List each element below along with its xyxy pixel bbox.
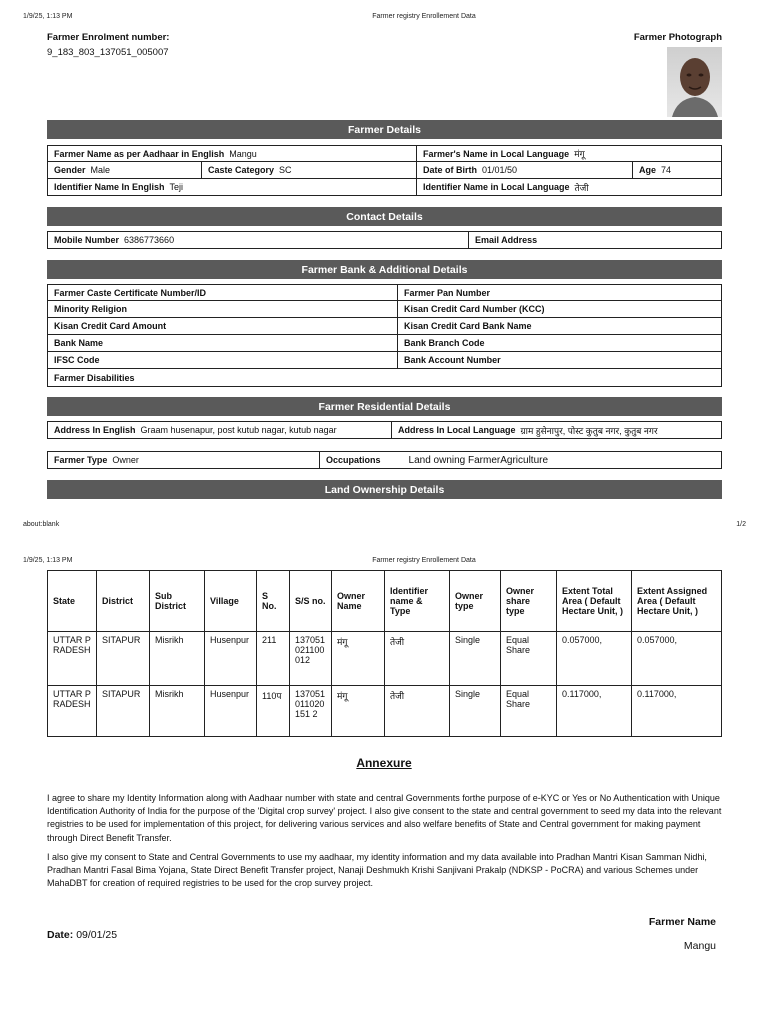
identifier-row bbox=[47, 179, 722, 196]
bank-row-2 bbox=[47, 301, 722, 318]
identifier-name-local: तेजी bbox=[574, 182, 589, 193]
column-header: S No. bbox=[257, 571, 290, 632]
column-header: S/S no. bbox=[290, 571, 332, 632]
field-label: Gender bbox=[54, 165, 86, 175]
field-label: Mobile Number bbox=[54, 235, 120, 245]
gender-value: Male bbox=[90, 165, 111, 175]
enrolment-label: Farmer Enrolment number: bbox=[47, 32, 170, 43]
account-number-label: Bank Account Number bbox=[404, 355, 501, 365]
field-label: Age bbox=[639, 165, 657, 175]
bank-row-4 bbox=[47, 335, 722, 352]
mobile-number: 6386773660 bbox=[124, 235, 175, 245]
consent-paragraph-1: I agree to share my Identity Information along with Aadhaar number with state and central Governments forthe purpose of e-KYC or Yes or No Authentication with Unique Identification Authority of India for the purpose of the 'Digital crop survey' project. I also give consent to the state and central government to seed my data into the relevant registries to be used for implementation of this project, for delivering various services and also welfare benefits of State and Central government for making payment through Direct Benefit Transfer. bbox=[47, 793, 722, 843]
annexure-title: Annexure bbox=[356, 756, 412, 770]
owner-name-cell: मंगू bbox=[332, 632, 385, 686]
date-line bbox=[47, 929, 117, 941]
owner-type-cell: Single bbox=[450, 686, 501, 737]
column-header: Sub District bbox=[150, 571, 205, 632]
address-row bbox=[47, 421, 722, 439]
print-datetime: 1/9/25, 1:13 PM bbox=[23, 557, 73, 564]
date-value: 09/01/25 bbox=[76, 929, 118, 941]
email-label: Email Address bbox=[475, 235, 538, 245]
farmer-type-row bbox=[47, 451, 722, 469]
land-ownership-table bbox=[47, 570, 722, 737]
table-row bbox=[48, 686, 722, 737]
sub-survey-number-cell: 137051011020151 2 bbox=[290, 686, 332, 737]
field-label: Address In English bbox=[54, 425, 136, 435]
column-header: Village bbox=[205, 571, 257, 632]
field-label: Farmer Type bbox=[54, 455, 108, 465]
ifsc-label: IFSC Code bbox=[54, 355, 100, 365]
kcc-amount-label: Kisan Credit Card Amount bbox=[54, 321, 167, 331]
bank-row-3 bbox=[47, 318, 722, 335]
share-type-cell: Equal Share bbox=[501, 632, 557, 686]
field-label: Date of Birth bbox=[423, 165, 477, 175]
pan-number-label: Farmer Pan Number bbox=[404, 287, 491, 298]
caste-value: SC bbox=[279, 165, 292, 175]
contact-details-heading: Contact Details bbox=[47, 207, 722, 226]
bank-row-6 bbox=[47, 369, 722, 387]
column-header: Extent Total Area ( Default Hectare Unit, ) bbox=[557, 571, 632, 632]
farmer-name-value: Mangu bbox=[683, 940, 716, 952]
field-label: Identifier Name in Local Language bbox=[423, 182, 570, 192]
dob-value: 01/01/50 bbox=[482, 165, 518, 175]
photo-label: Farmer Photograph bbox=[633, 32, 722, 43]
page-number: 1/2 bbox=[736, 521, 746, 528]
owner-name-cell: मंगू bbox=[332, 686, 385, 737]
date-label: Date: bbox=[47, 929, 74, 941]
farmer-name-label: Farmer Name bbox=[648, 916, 716, 928]
consent-paragraph-2: I also give my consent to State and Central Governments to use my aadhaar, my identity information and my data available into Pradhan Mantri Kisan Samman Nidhi, Pradhan Mantri Fasal Bima Yojana, State Direct Benefit Transfer project, Nanaji Deshmukh Krishi Sanjivani Prakalp (NDKSP - PoCRA) and various Schemes under MahaDBT for creation of required registries to be used for the crop survey project. bbox=[47, 852, 707, 889]
print-title: Farmer registry Enrollement Data bbox=[372, 13, 476, 20]
column-header: Owner share type bbox=[501, 571, 557, 632]
age-value: 74 bbox=[661, 165, 672, 175]
total-area-cell: 0.117000, bbox=[557, 686, 632, 737]
field-label: Occupations bbox=[326, 455, 381, 465]
field-label: Farmer Name as per Aadhaar in English bbox=[54, 148, 225, 159]
print-datetime: 1/9/25, 1:13 PM bbox=[23, 13, 73, 20]
identifier-cell: तेजी bbox=[385, 632, 450, 686]
identifier-name-english: Teji bbox=[169, 182, 184, 192]
farmer-gender-row bbox=[47, 162, 722, 179]
bank-name-label: Bank Name bbox=[54, 338, 104, 348]
field-label: Identifier Name In English bbox=[54, 182, 165, 192]
district-cell: SITAPUR bbox=[97, 632, 150, 686]
kcc-bank-label: Kisan Credit Card Bank Name bbox=[404, 321, 532, 331]
sub-district-cell: Misrikh bbox=[150, 632, 205, 686]
identifier-cell: तेजी bbox=[385, 686, 450, 737]
sub-survey-number-cell: 137051021100012 bbox=[290, 632, 332, 686]
field-label: Address In Local Language bbox=[398, 425, 516, 435]
print-title: Farmer registry Enrollement Data bbox=[372, 557, 476, 564]
bank-row-5 bbox=[47, 352, 722, 369]
farmer-photograph bbox=[667, 47, 722, 117]
column-header: Identifier name & Type bbox=[385, 571, 450, 632]
disabilities-label: Farmer Disabilities bbox=[54, 372, 135, 383]
district-cell: SITAPUR bbox=[97, 686, 150, 737]
farmer-name-local: मंगू bbox=[574, 149, 585, 159]
field-label: Caste Category bbox=[208, 165, 275, 175]
column-header: State bbox=[48, 571, 97, 632]
contact-row bbox=[47, 231, 722, 249]
kcc-number-label: Kisan Credit Card Number (KCC) bbox=[404, 304, 545, 314]
print-footer-url: about:blank bbox=[23, 521, 60, 528]
state-cell: UTTAR PRADESH bbox=[48, 686, 97, 737]
bank-details-heading: Farmer Bank & Additional Details bbox=[47, 260, 722, 279]
column-header: Owner type bbox=[450, 571, 501, 632]
owner-type-cell: Single bbox=[450, 632, 501, 686]
survey-number-cell: 110प bbox=[257, 686, 290, 737]
village-cell: Husenpur bbox=[205, 686, 257, 737]
assigned-area-cell: 0.117000, bbox=[632, 686, 722, 737]
column-header: District bbox=[97, 571, 150, 632]
share-type-cell: Equal Share bbox=[501, 686, 557, 737]
survey-number-cell: 211 bbox=[257, 632, 290, 686]
enrolment-number: 9_183_803_137051_005007 bbox=[47, 47, 169, 58]
field-label: Farmer's Name in Local Language bbox=[423, 148, 570, 159]
column-header: Owner Name bbox=[332, 571, 385, 632]
residential-details-heading: Farmer Residential Details bbox=[47, 397, 722, 416]
total-area-cell: 0.057000, bbox=[557, 632, 632, 686]
minority-religion-label: Minority Religion bbox=[54, 304, 127, 314]
column-header: Extent Assigned Area ( Default Hectare Unit, ) bbox=[632, 571, 722, 632]
farmer-type-value: Owner bbox=[112, 455, 139, 465]
branch-code-label: Bank Branch Code bbox=[404, 338, 485, 348]
bank-row-1 bbox=[47, 284, 722, 301]
farmer-details-heading: Farmer Details bbox=[47, 120, 722, 139]
farmer-name-english: Mangu bbox=[229, 148, 257, 159]
farmer-name-row bbox=[47, 145, 722, 162]
occupations-value: Land owning FarmerAgriculture bbox=[408, 454, 549, 466]
address-english: Graam husenapur, post kutub nagar, kutub nagar bbox=[140, 425, 337, 435]
state-cell: UTTAR PRADESH bbox=[48, 632, 97, 686]
land-ownership-heading: Land Ownership Details bbox=[47, 480, 722, 499]
caste-certificate-label: Farmer Caste Certificate Number/ID bbox=[54, 287, 207, 298]
assigned-area-cell: 0.057000, bbox=[632, 632, 722, 686]
table-row bbox=[48, 632, 722, 686]
village-cell: Husenpur bbox=[205, 632, 257, 686]
address-local: ग्राम हुसेनापुर, पोस्ट कुतुब नगर, कुतुब नगर bbox=[520, 425, 658, 436]
sub-district-cell: Misrikh bbox=[150, 686, 205, 737]
